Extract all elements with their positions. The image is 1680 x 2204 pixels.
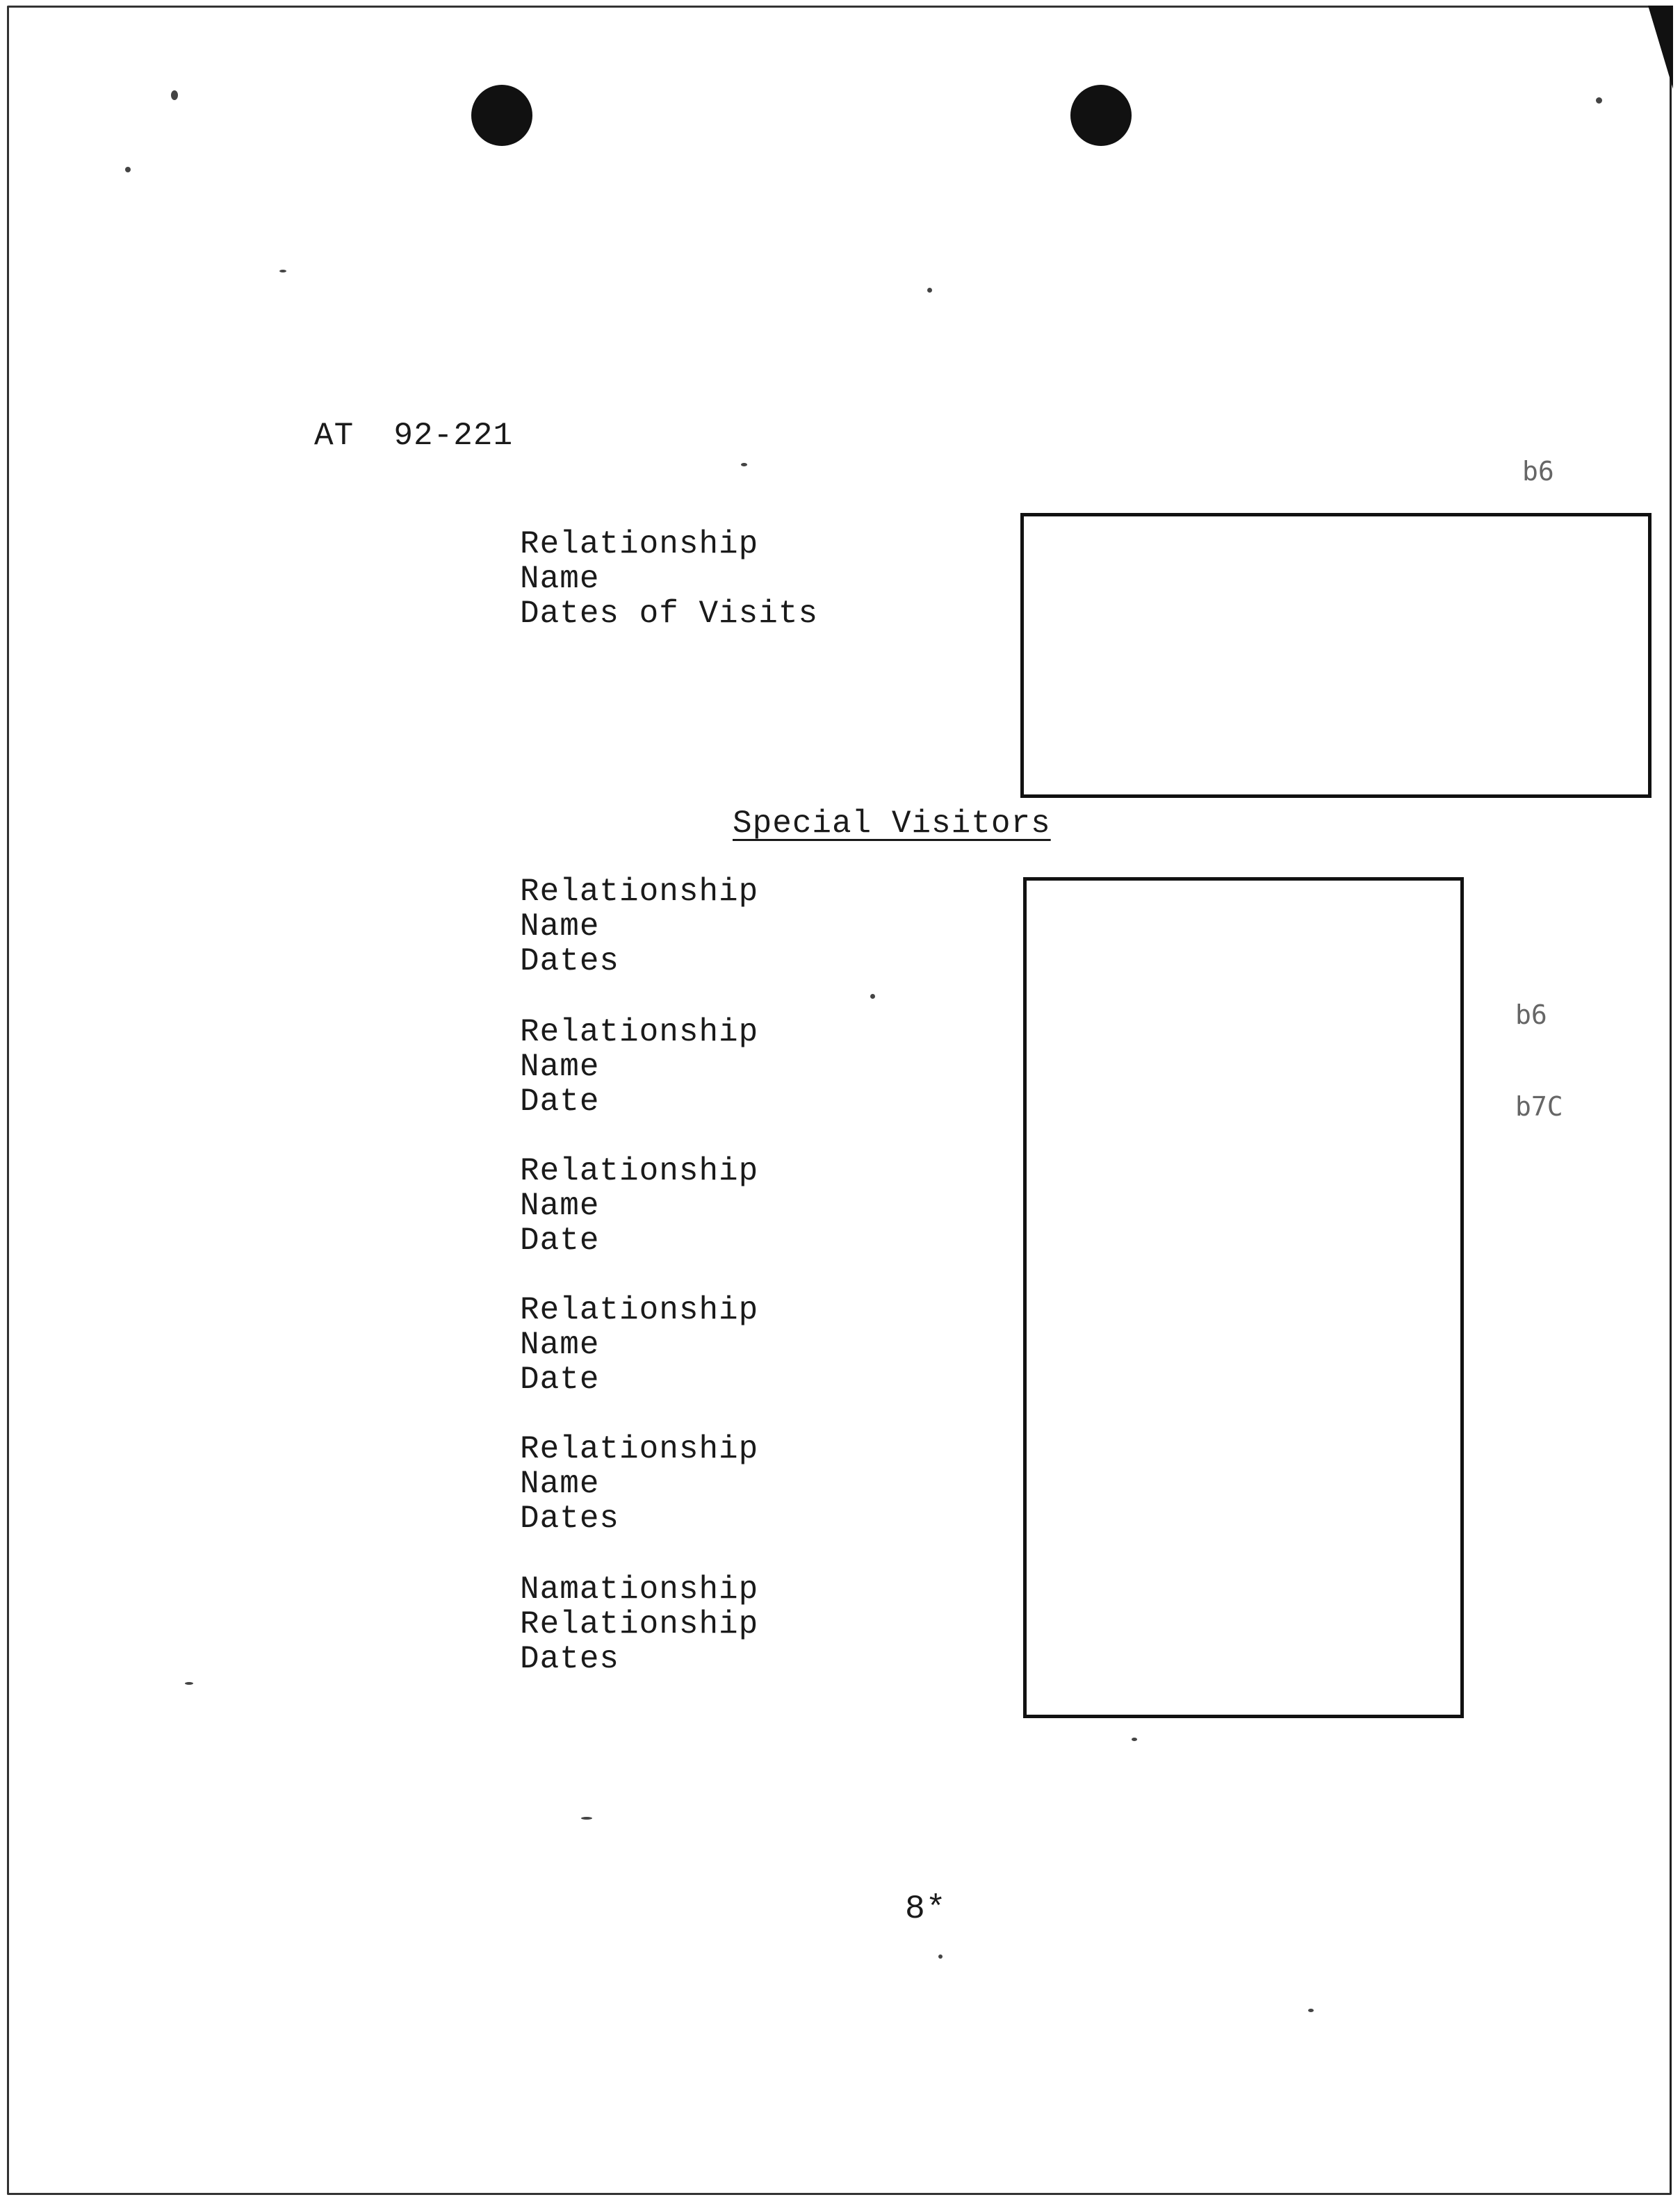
scan-speck bbox=[125, 167, 131, 172]
redaction-box-visits bbox=[1020, 513, 1652, 798]
visitor-line: Relationship bbox=[520, 1292, 759, 1328]
visitor-line: Dates bbox=[520, 1501, 620, 1537]
visitor-line: Relationship bbox=[520, 874, 759, 910]
visit-label: Relationship bbox=[520, 526, 759, 562]
visit-label: Name bbox=[520, 561, 600, 597]
visitor-line: Relationship bbox=[520, 1153, 759, 1189]
scan-speck bbox=[938, 1954, 943, 1959]
punch-hole-left bbox=[471, 85, 532, 146]
file-number: AT 92-221 bbox=[314, 418, 514, 454]
scan-speck bbox=[741, 463, 747, 466]
page-number: 8* bbox=[905, 1891, 947, 1928]
scan-speck bbox=[870, 994, 875, 999]
scan-speck bbox=[171, 90, 178, 100]
visitor-line: Name bbox=[520, 1188, 600, 1224]
scan-speck bbox=[1308, 2009, 1314, 2012]
scan-speck bbox=[1596, 97, 1602, 104]
visitor-line: Relationship bbox=[520, 1014, 759, 1050]
visitor-line: Namationship bbox=[520, 1572, 759, 1608]
punch-hole-right bbox=[1070, 85, 1132, 146]
exemption-code: b7C bbox=[1515, 1091, 1563, 1122]
scan-speck bbox=[185, 1682, 193, 1685]
visitor-line: Dates bbox=[520, 1641, 620, 1677]
visitor-line: Date bbox=[520, 1362, 600, 1398]
scan-speck bbox=[581, 1817, 592, 1820]
torn-corner bbox=[1648, 6, 1673, 89]
visitor-line: Date bbox=[520, 1223, 600, 1259]
visitor-line: Dates bbox=[520, 943, 620, 979]
section-heading: Special Visitors bbox=[733, 806, 1051, 842]
redaction-box-special-visitors bbox=[1023, 877, 1464, 1718]
exemption-code: b6 bbox=[1515, 999, 1547, 1030]
exemption-code: b6 bbox=[1522, 456, 1554, 487]
scan-speck bbox=[1132, 1738, 1137, 1741]
visitor-line: Relationship bbox=[520, 1431, 759, 1467]
visitor-line: Date bbox=[520, 1084, 600, 1120]
visitor-line: Name bbox=[520, 908, 600, 945]
scan-speck bbox=[279, 270, 286, 272]
visitor-line: Relationship bbox=[520, 1606, 759, 1642]
exemption-code-bottom bbox=[1515, 938, 1563, 1152]
visit-label: Dates of Visits bbox=[520, 596, 819, 632]
scan-speck bbox=[927, 288, 932, 293]
visitor-line: Name bbox=[520, 1327, 600, 1363]
visitor-line: Name bbox=[520, 1049, 600, 1085]
visitor-line: Name bbox=[520, 1466, 600, 1502]
